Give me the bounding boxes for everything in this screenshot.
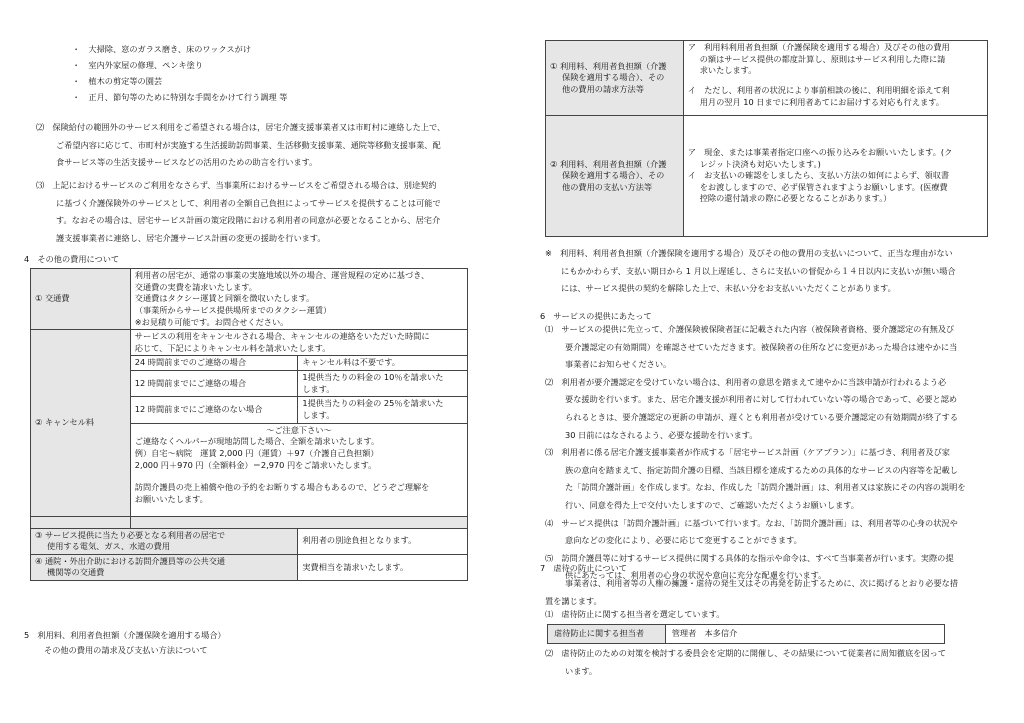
text-line: イ お支払いの確認をしましたら、支払い方法の如何によらず、領収書 — [687, 170, 950, 181]
text-line: ⑸ 訪問介護員等に対するサービス提供に関する具体的な指示や命令は、すべて当事業者が行います。実際の提 — [545, 552, 954, 563]
text-line: 機関等の交通費 — [47, 567, 105, 578]
list-item: ・ 植木の剪定等の園芸 — [72, 76, 163, 86]
text-line: イ ただし、利用者の状況により事前相談の後に、利用明細を添えて利 — [687, 85, 950, 95]
text-line: 食サービス等の生活支援サービスなどの活用のための助言を行います。 — [56, 157, 318, 168]
table-row — [31, 554, 468, 580]
hospital-transport-label — [31, 554, 298, 580]
billing-method-label — [546, 41, 684, 116]
text-line: 事業者は、利用者等の人権の擁護・虐待の発生又はその再発を防止するために、次に掲げるとおり必要な措 — [565, 578, 959, 588]
text-line: します。 — [302, 410, 335, 421]
section-7-item-1: ⑴ 虐待防止に関する担当者を選定しています。 — [545, 609, 725, 619]
spacer-cell — [31, 516, 131, 528]
utility-value: 利用者の別途負担となります。 — [298, 528, 468, 554]
list-item: ・ 正月、節句等のために特別な手間をかけて行う調理 等 — [72, 92, 288, 102]
billing-method-a — [683, 41, 987, 82]
text-line: キャンセル料は不要です。 — [302, 357, 400, 368]
text-line: す。なおその場合は、居宅サービス計画の策定段階における利用者の同意が必要となることから、居宅介 — [56, 215, 441, 226]
text-line: の額はサービス提供の都度計算し、原則はサービス利用した際に請 — [699, 53, 946, 64]
text-line: には、サービス提供の契約を解除した上で、未払い分をお支払いいただくことがあります。 — [561, 283, 896, 294]
table-row — [31, 528, 468, 554]
table-row — [31, 516, 468, 528]
text-line: ⑶ 利用者に係る居宅介護支援事業者が作成する「居宅サービス計画（ケアプラン）」に基づき、利用者及び家 — [545, 447, 950, 458]
paragraph-2 — [36, 122, 445, 175]
other-fees-table — [30, 268, 468, 581]
payment-method-details — [683, 116, 987, 237]
section-7-intro — [545, 578, 959, 613]
payment-method-label — [546, 116, 684, 237]
text-line: ④ 通院・外出介助における訪問介護員等の公共交通 — [35, 555, 226, 566]
text-line: ⑴ サービスの提供に先立って、介護保険被保険者証に記載された内容（被保険者資格、要介護認定の有無及び — [545, 324, 955, 334]
cancel-fee — [298, 371, 468, 397]
text-line: 使用する電気、ガス、水道の費用 — [47, 541, 171, 552]
text-line: 事業者にお知らせください。 — [565, 359, 672, 370]
cancel-when: 12 時間前までにご連絡のない場合 — [130, 397, 298, 423]
cancel-when: 24 時間前までのご連絡の場合 — [130, 356, 298, 371]
text-line: ご希望内容に応じて、市町村が実施する生活援助訪問事業、生活移動支援事業、通院等移動支援事業、配 — [56, 139, 441, 150]
text-line: ア 現金、または事業者指定口座への振り込みをお願いいたします。(ク — [687, 146, 953, 157]
cancel-when: 12 時間前までにご連絡の場合 — [130, 371, 298, 397]
section-6-body — [545, 324, 966, 588]
hospital-transport-value: 実費相当を請求いたします。 — [298, 554, 468, 580]
text-line: に基づく介護保険外のサービスとして、利用者の全額自己負担によってサービスを提供することは可能で — [56, 197, 441, 208]
section-5-title: 5 利用料、利用者負担額（介護保険を適用する場合） — [24, 630, 226, 640]
text-line: 交通費はタクシー運賃と同額を徴収いたします。 — [134, 293, 315, 304]
payment-note — [545, 248, 956, 301]
cancel-fee — [298, 356, 468, 371]
text-line: ⑵ 保険給付の範囲外のサービス利用をご希望される場合は，居宅介護支援事業者又は市町村に連絡した上で、 — [36, 122, 446, 132]
text-line: 例）自宅～病院 運賃 2,000 円（運賃）＋97（介護自己負担額） — [134, 447, 379, 458]
text-line: 2,000 円＋970 円（全額料金）＝2,970 円をご請求いたします。 — [134, 459, 377, 470]
text-line: た「訪問介護計画」を作成します。なお、作成した「訪問介護計画」は、利用者又は家族にその内容の説明を — [565, 482, 966, 493]
text-line: 置を講じます。 — [545, 595, 602, 606]
table-row — [546, 116, 988, 237]
text-line: 控除の還付請求の際に必要となることがあります。） — [699, 193, 892, 204]
text-line: ① 利用料、利用者負担額（介護 — [550, 60, 667, 71]
section-7-item-2 — [545, 648, 946, 683]
table-row — [31, 330, 468, 356]
bullet-list — [72, 44, 287, 108]
section-6-title: 6 サービスの提供にあたって — [540, 311, 652, 321]
text-line: 他の費用の請求方法等 — [562, 83, 644, 94]
text-line: 1提供当たりの料金の 25％を請求いた — [302, 398, 444, 409]
text-line: 護支援事業者に連絡し、居宅介護サービス計画の変更の援助を行います。 — [56, 232, 326, 243]
text-line: お願いいたします。 — [134, 493, 208, 504]
text-line: 行い、同意を得た上で交付いたしますので、ご確認いただくようお願いします。 — [565, 499, 859, 510]
text-line: ⑵ 虐待防止のための対策を検討する委員会を定期的に開催し、その結果について従業者に周知徹底を図って — [545, 648, 947, 658]
text-line: します。 — [302, 383, 335, 394]
text-line: 求いたします。 — [699, 65, 757, 76]
cancel-intro — [130, 330, 467, 356]
table-row — [546, 41, 988, 82]
section-4-title: 4 その他の費用について — [24, 254, 120, 264]
table-row — [548, 625, 945, 644]
text-line — [135, 471, 463, 482]
billing-method-b — [683, 81, 987, 116]
list-item: ・ 室内外家屋の修理、ペンキ塗り — [72, 60, 204, 70]
list-item: ・ 大掃除、窓のガラス磨き、床のワックスがけ — [72, 44, 252, 54]
text-line: られるときは、要介護認定の更新の申請が、遅くとも利用者が受けている要介護認定の有効期間が終了する — [565, 411, 959, 422]
payment-method-table — [545, 40, 988, 237]
cancel-notes-title: ～ご注意下さい～ — [266, 424, 332, 435]
text-line: にもかかわらず、支払い期日から 1 月以上遅延し、さらに支払いの督促から１４日以内に支払いが無い場合 — [561, 265, 956, 276]
text-line: ⑵ 利用者が要介護認定を受けていない場合は、利用者の意思を踏まえて速やかに当該申請が行われるよう必 — [545, 376, 947, 387]
text-line: 要介護認定の有効期間）を確認させていただきます。被保険者の住所などに変更があった場合は速やかに当 — [565, 341, 958, 352]
text-line: 供にあたっては、利用者の心身の状況や意向に充分な配慮を行います。 — [565, 570, 827, 581]
text-line: 族の意向を踏まえて、指定訪問介護の目標、当該目標を達成するための具体的なサービスの内容等を記載し — [565, 464, 958, 475]
section-5-subtitle: その他の費用の請求及び支払い方法について — [44, 645, 208, 655]
text-line: 保険を適用する場合）、その — [562, 72, 665, 83]
section-7-title: 7 虐待の防止について — [540, 563, 627, 573]
paragraph-3 — [36, 180, 441, 250]
text-line: います。 — [565, 665, 598, 676]
text-line: 要な援助を行います。また、居宅介護支援が利用者に対して行われていない等の場合であって、必要と認め — [565, 394, 958, 405]
text-line: （事業所からサービス提供場所までのタクシー運賃） — [134, 304, 332, 315]
text-line: 交通費の実費を請求いたします。 — [134, 281, 257, 292]
text-line: 用月の翌月 10 日までに利用者あてにお届けする対応も行えます。 — [699, 96, 944, 107]
text-line: 1提供当たりの料金の 10％を請求いた — [302, 372, 444, 383]
text-line: ア 利用料利用者負担額（介護保険を適用する場合）及びその他の費用 — [687, 42, 950, 52]
text-line: 保険を適用する場合）、その — [562, 170, 665, 181]
transport-details — [130, 269, 467, 330]
text-line: をお渡ししますので、必ず保管されますようお願いします。(医療費 — [699, 181, 948, 192]
text-line: ② 利用料、利用者負担額（介護 — [550, 158, 667, 169]
abuse-officer-label: 虐待防止に関する担当者 — [548, 625, 666, 644]
transport-label: ① 交通費 — [31, 269, 131, 330]
text-line: ※ 利用料、利用者負担額（介護保険を適用する場合）及びその他の費用の支払いについて、正当な理由がない — [545, 248, 953, 258]
text-line: ご連絡なくヘルパーが現地訪問した場合、全額を請求いたします。 — [134, 436, 380, 447]
text-line: レジット決済も対応いたします。) — [699, 158, 821, 169]
cancel-label: ② キャンセル料 — [31, 330, 131, 516]
text-line: ※お見積り可能です。お問合せください。 — [134, 316, 289, 327]
text-line: 応じて、下記によりキャンセル料を請求いたします。 — [134, 342, 331, 353]
cancel-notes — [130, 423, 467, 516]
text-line: ⑷ サービス提供は「訪問介護計画」に基づいて行います。なお、「訪問介護計画」は、利用者等の心身の状況や — [545, 517, 958, 528]
abuse-prevention-table — [547, 624, 945, 644]
text-line: 意向などの変化により、必要に応じて変更することができます。 — [565, 535, 802, 546]
text-line: 利用者の居宅が、通常の事業の実施地域以外の場合、運営規程の定めに基づき、 — [134, 270, 430, 280]
table-row — [31, 269, 468, 330]
text-line: ③ サービス提供に当たり必要となる利用者の居宅で — [35, 529, 226, 540]
text-line: ⑶ 上記におけるサービスのご利用をなさらず、当事業所におけるサービスをご希望される場合は、別途契約 — [36, 180, 437, 190]
text-line: サービスの利用をキャンセルされる場合、キャンセルの連絡をいただいた時間に — [134, 331, 430, 342]
text-line: 30 日前にはなされるよう、必要な援助を行います。 — [565, 429, 758, 440]
abuse-officer-value: 管理者 本多信介 — [665, 625, 944, 644]
text-line: 他の費用の支払い方法等 — [562, 181, 653, 192]
utility-label — [31, 528, 298, 554]
cancel-fee — [298, 397, 468, 423]
text-line: 訪問介護員の売上補償や他の予約をお断りする場合もあるので、どうぞご理解を — [134, 482, 430, 493]
spacer-cell — [130, 516, 467, 528]
